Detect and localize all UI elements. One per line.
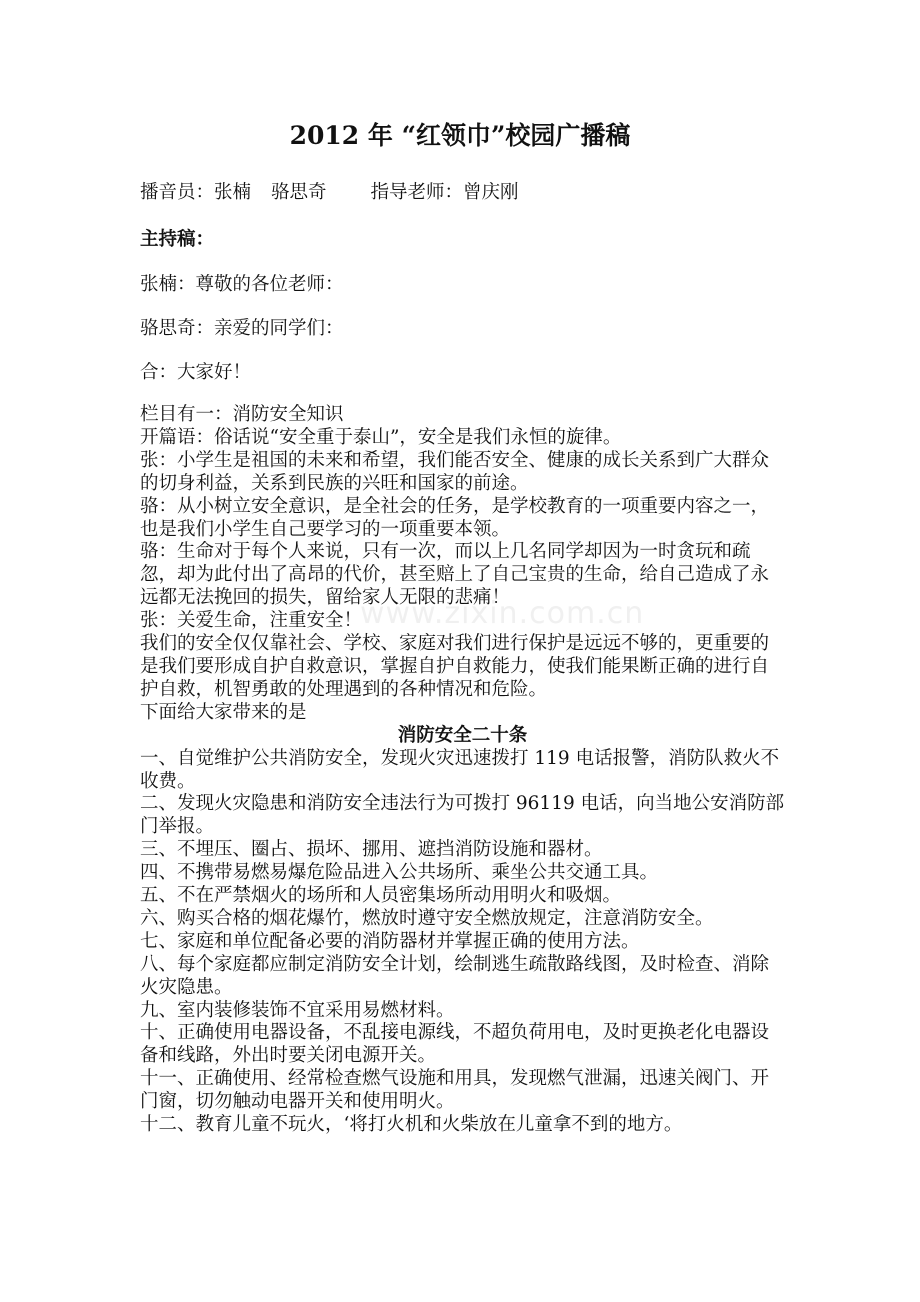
rule-item: 八、每个家庭都应制定消防安全计划，绘制逃生疏散路线图，及时检查、消除火灾隐患。 — [140, 953, 770, 998]
rule-item: 十、正确使用电器设备，不乱接电源线，不超负荷用电，及时更换老化电器设备和线路，外出时要关闭电源开关。 — [140, 1022, 770, 1067]
body-text — [140, 404, 785, 1137]
rule-item: 七、家庭和单位配备必要的消防器材并掌握正确的使用方法。 — [140, 930, 640, 952]
paragraph: 张：关爱生命，注重安全！ — [140, 610, 363, 632]
paragraph: 开篇语：俗话说“安全重于泰山”，安全是我们永恒的旋律。 — [140, 426, 622, 448]
rule-item: 五、不在严禁烟火的场所和人员密集场所动用明火和吸烟。 — [140, 885, 622, 907]
rule-item: 六、购买合格的烟花爆竹，燃放时遵守安全燃放规定，注意消防安全。 — [140, 907, 714, 929]
paragraph: 我们的安全仅仅靠社会、学校、家庭对我们进行保护是远远不够的，更重要的是我们要形成自护自救意识，掌握自护自救能力，使我们能果断正确的进行自护自救，机智勇敢的处理遇到的各种情况和危险。 — [140, 633, 770, 700]
advisor-label: 指导老师：曾庆刚 — [370, 182, 519, 203]
paragraph: 骆：生命对于每个人来说，只有一次，而以上几名同学却因为一时贪玩和疏忽，却为此付出了高昂的代价，甚至赔上了自己宝贵的生命，给自己造成了永远都无法挽回的损失，留给家人无限的悲痛！ — [140, 541, 770, 609]
paragraph: 下面给大家带来的是 — [140, 701, 307, 723]
broadcaster-line — [140, 180, 519, 206]
broadcaster-label: 播音员：张楠 — [140, 182, 252, 203]
paragraph: 张：小学生是祖国的未来和希望，我们能否安全、健康的成长关系到广大群众的切身利益，关系到民族的兴旺和国家的前途。 — [140, 449, 770, 494]
rule-item: 十二、教育儿童不玩火，‘将打火机和火柴放在儿童拿不到的地方。 — [140, 1114, 683, 1136]
rule-item: 一、自觉维护公共消防安全，发现火灾迅速拨打 119 电话报警，消防队救火不收费。 — [140, 747, 780, 792]
watermark: www.zixin.com.cn — [360, 596, 645, 631]
rule-item: 十一、正确使用、经常检查燃气设施和用具，发现燃气泄漏，迅速关阀门、开门窗，切勿触动电器开关和使用明火。 — [140, 1068, 770, 1113]
greeting-line: 合：大家好！ — [140, 362, 252, 383]
broadcaster-name-2: 骆思奇 — [271, 182, 327, 203]
greeting-line: 张楠：尊敬的各位老师： — [140, 274, 344, 295]
section-heading: 主持稿： — [140, 229, 215, 250]
rule-item: 四、不携带易燃易爆危险品进入公共场所、乘坐公共交通工具。 — [140, 862, 659, 884]
rule-item: 二、发现火灾隐患和消防安全违法行为可拨打 96119 电话，向当地公安消防部门举报。 — [140, 793, 785, 838]
rule-item: 九、室内装修装饰不宜采用易燃材料。 — [140, 999, 455, 1021]
document-title: 2012 年 “红领巾”校园广播稿 — [289, 121, 631, 150]
rule-item: 三、不埋压、圈占、损坏、挪用、遮挡消防设施和器材。 — [140, 839, 603, 861]
paragraph: 栏目有一：消防安全知识 — [140, 404, 344, 425]
rules-heading: 消防安全二十条 — [397, 724, 528, 746]
greeting-line: 骆思奇：亲爱的同学们： — [140, 318, 344, 339]
paragraph: 骆：从小树立安全意识，是全社会的任务，是学校教育的一项重要内容之一，也是我们小学生自己要学习的一项重要本领。 — [140, 495, 770, 540]
